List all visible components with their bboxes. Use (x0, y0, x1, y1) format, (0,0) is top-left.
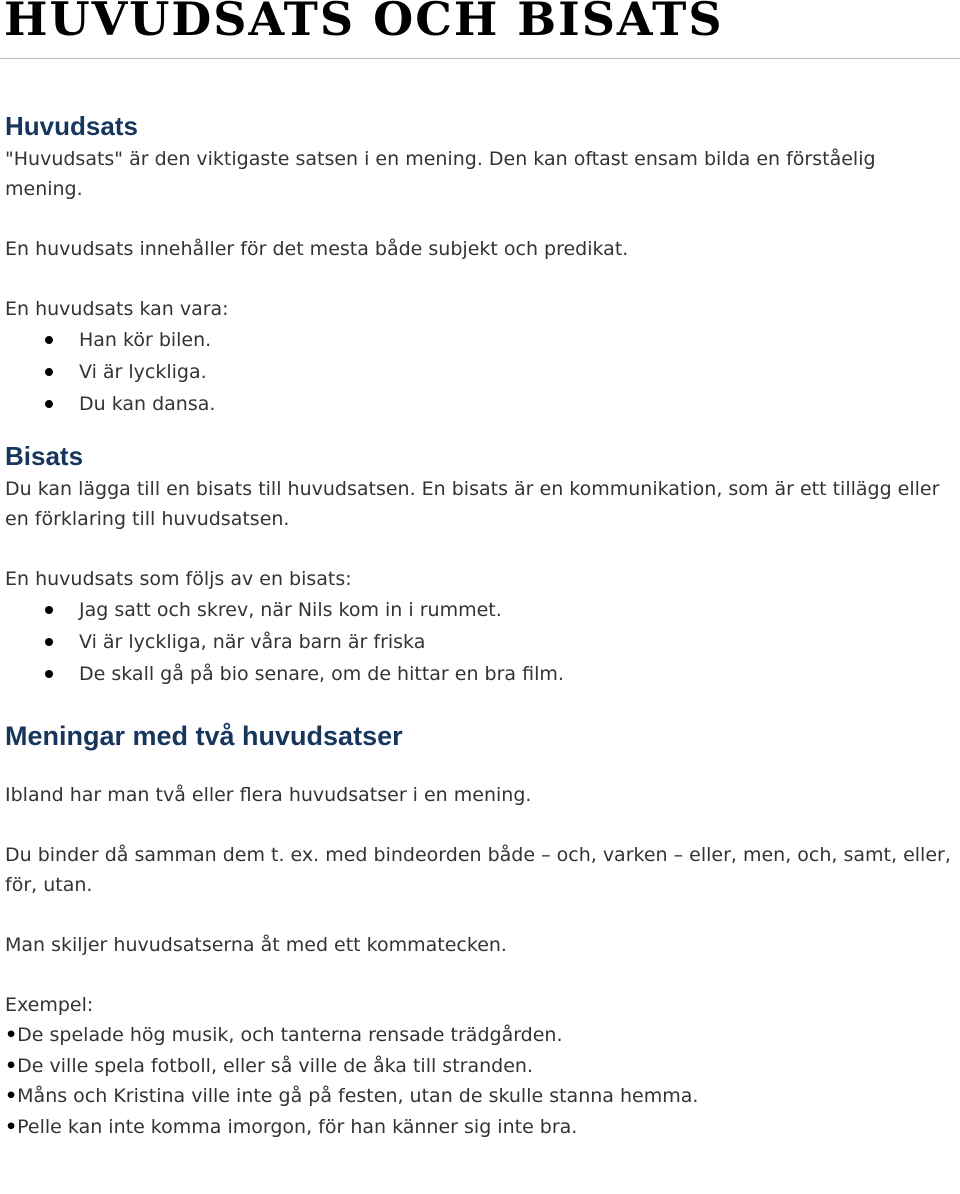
meningar-kommatecken: Man skiljer huvudsatserna åt med ett kommatecken. (5, 934, 507, 956)
list-item (5, 1081, 955, 1112)
list-item-text: De spelade hög musik, och tanterna rensade trädgården. (17, 1024, 563, 1046)
huvudsats-subjekt-predikat: En huvudsats innehåller för det mesta både subjekt och predikat. (5, 238, 629, 260)
list-item (5, 1020, 955, 1051)
huvudsats-kan-vara: En huvudsats kan vara: (5, 298, 229, 320)
example-label: Exempel: (5, 994, 94, 1016)
meningar-intro: Ibland har man två eller flera huvudsatser i en mening. (5, 784, 532, 806)
section-meningar (5, 718, 955, 1142)
bullet-glyph: • (5, 1085, 18, 1107)
list-item: Vi är lyckliga, när våra barn är friska (5, 626, 955, 658)
list-item-text: Måns och Kristina ville inte gå på festen, utan de skulle stanna hemma. (17, 1085, 699, 1107)
list-item: Du kan dansa. (5, 388, 955, 420)
list-item-text: Pelle kan inte komma imorgon, för han känner sig inte bra. (17, 1115, 578, 1138)
heading-meningar: Meningar med två huvudsatser (5, 721, 403, 751)
bisats-intro: En huvudsats som följs av en bisats: (5, 568, 352, 590)
list-item (5, 1112, 955, 1143)
list-item (5, 1051, 955, 1082)
title-underline (0, 58, 960, 59)
list-item: Vi är lyckliga. (5, 356, 955, 388)
bisats-examples-list (5, 594, 955, 690)
list-item: Han kör bilen. (5, 324, 955, 356)
list-item-text: De ville spela fotboll, eller så ville de åka till stranden. (17, 1054, 533, 1077)
bullet-glyph: • (5, 1115, 18, 1138)
section-huvudsats (5, 108, 955, 420)
huvudsats-definition: "Huvudsats" är den viktigaste satsen i en mening. Den kan oftast ensam bilda en förståelig mening. (5, 148, 876, 200)
meningar-examples-list (5, 1020, 955, 1142)
list-item: Jag satt och skrev, när Nils kom in i rummet. (5, 594, 955, 626)
list-item: De skall gå på bio senare, om de hittar en bra film. (5, 658, 955, 690)
heading-huvudsats: Huvudsats (5, 111, 138, 141)
section-bisats (5, 438, 955, 690)
heading-bisats: Bisats (5, 441, 84, 471)
huvudsats-examples-list (5, 324, 955, 420)
bisats-definition: Du kan lägga till en bisats till huvudsatsen. En bisats är en kommunikation, som är ett tillägg eller en förklaring till huvudsatsen. (5, 478, 940, 530)
meningar-bindeord: Du binder då samman dem t. ex. med bindeorden både – och, varken – eller, men, och, samt, eller, för, utan. (5, 844, 951, 896)
bullet-glyph: • (5, 1054, 18, 1077)
bullet-glyph: • (5, 1024, 18, 1046)
document-body (5, 108, 955, 1142)
page-title: HUVUDSATS OCH BISATS (4, 0, 724, 46)
